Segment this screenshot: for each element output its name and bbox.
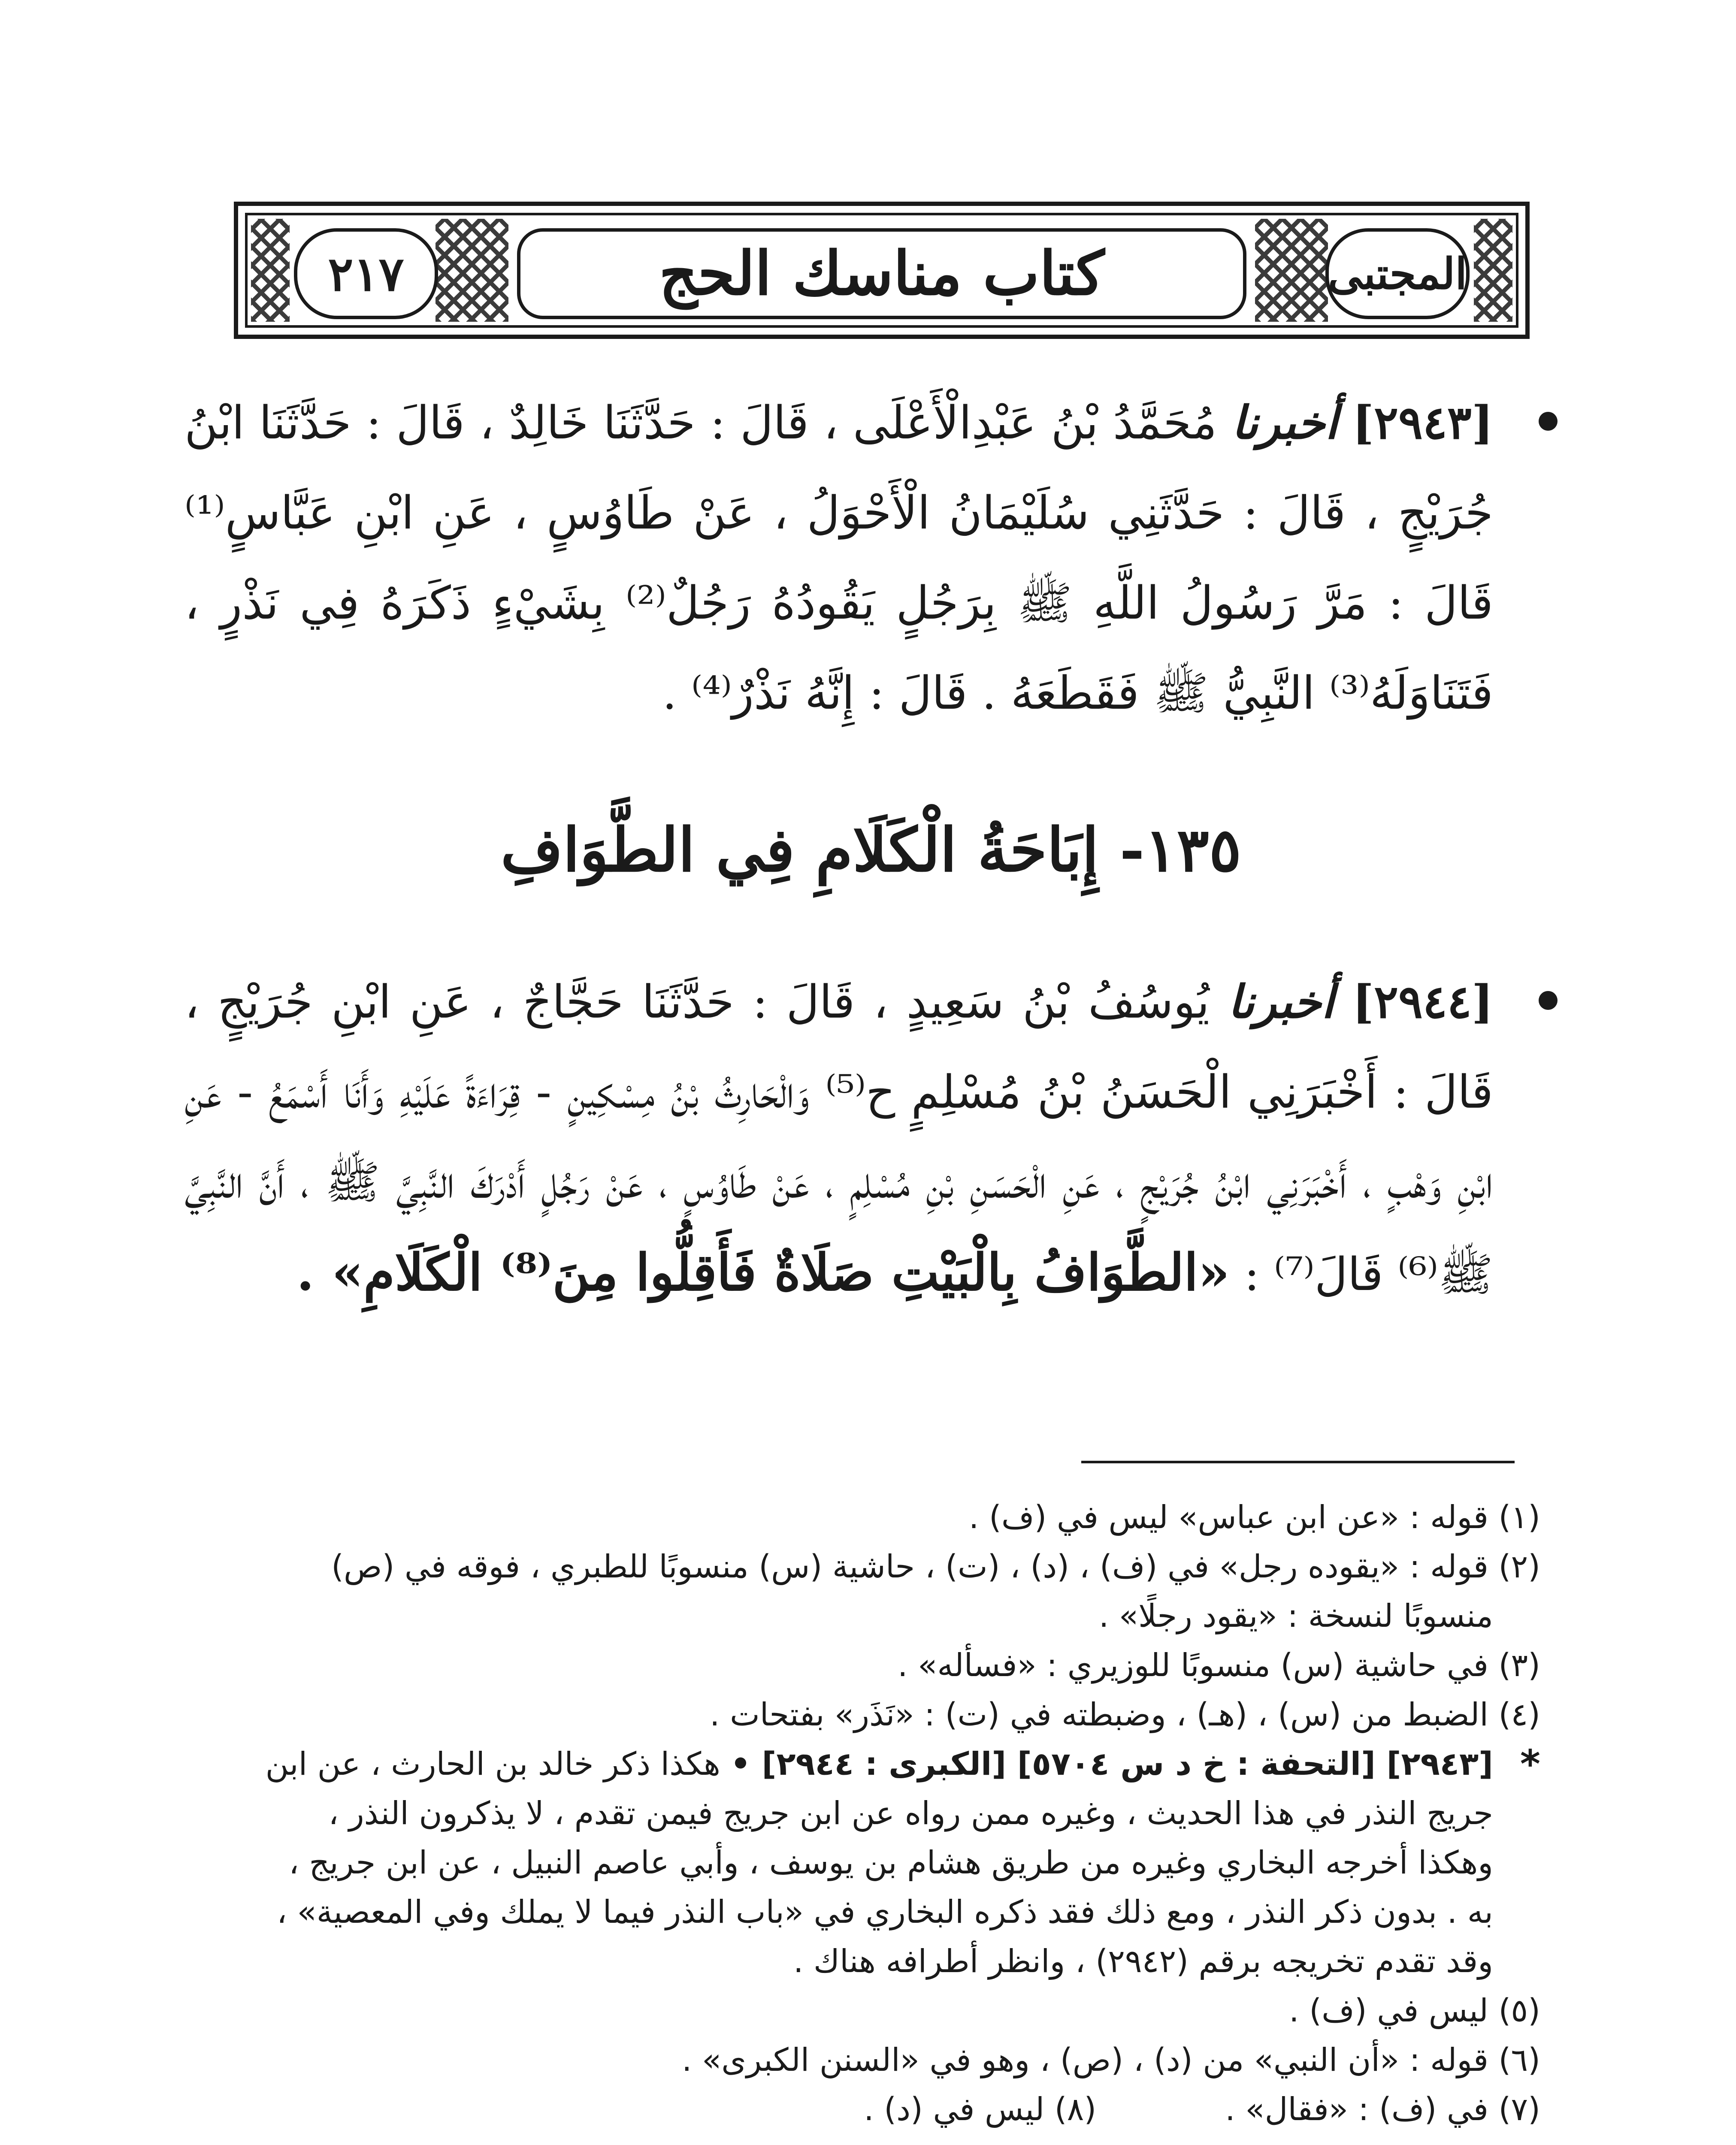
footnote-5: (٥) ليس في (ف) . — [1289, 1992, 1540, 2029]
ornament-right-inner — [1255, 219, 1328, 322]
takhrij-note — [253, 1740, 1540, 1986]
hadith-quote: «الطَّوَافُ بِالْبَيْتِ صَلَاةٌ فَأَقِلُّوا مِنَ⁽⁸⁾ الْكَلَامِ» . — [296, 1242, 1230, 1302]
footnote-2: (٢) قوله : «يقوده رجل» في (ف) ، (د) ، (ت) ، حاشية (س) منسوبًا للطبري ، فوقه في (ص) — [331, 1548, 1540, 1585]
footnote-divider — [1081, 1461, 1515, 1463]
footnote-6: (٦) قوله : «أن النبي» من (د) ، (ص) ، وهو في «السنن الكبرى» . — [681, 2042, 1540, 2079]
footnotes — [253, 1493, 1540, 2134]
footnote-2-continued: منسوبًا لنسخة : «يقود رجلًا» . — [1098, 1598, 1493, 1634]
hadith-text: مُحَمَّدُ بْنُ عَبْدِالْأَعْلَى ، قَالَ : حَدَّثَنَا خَالِدٌ ، قَالَ : حَدَّثَنَا ابْنُ جُرَيْجٍ ، قَالَ : حَدَّثَنِي سُلَيْمَانُ الْأَحْوَلُ ، عَنْ طَاوُسٍ ، عَنِ ابْنِ عَبَّاسٍ⁽¹⁾ قَالَ : مَرَّ رَسُولُ اللَّهِ ﷺ بِرَجُلٍ يَقُودُهُ رَجُلٌ⁽²⁾ بِشَيْءٍ ذَكَرَهُ فِي نَذْرٍ ، فَتَنَاوَلَهُ⁽³⁾ النَّبِيُّ ﷺ فَقَطَعَهُ . قَالَ : إِنَّهُ نَذْرٌ⁽⁴⁾ . — [184, 396, 1494, 719]
footnote-3: (٣) في حاشية (س) منسوبًا للوزيري : «فسأله» . — [898, 1647, 1540, 1684]
hadith-2944-paragraph — [184, 957, 1558, 1320]
takhrij-reference: [٢٩٤٣] [التحفة : خ د س ٥٧٠٤] [الكبرى : ٢٩٤٤] • — [730, 1746, 1493, 1782]
chapter-title-cartouche — [517, 228, 1246, 319]
book-name-cartouche — [1325, 228, 1470, 319]
page-number-cartouche — [294, 228, 438, 319]
akhbarana-word: أخبرنا — [1231, 396, 1338, 449]
footnote-7: (٧) في (ف) : «فقال» . — [1225, 2091, 1540, 2128]
hadith-text: يُوسُفُ بْنُ سَعِيدٍ ، قَالَ : حَدَّثَنَا حَجَّاجٌ ، عَنِ ابْنِ جُرَيْجٍ ، قَالَ : أَخْبَرَنِي الْحَسَنُ بْنُ مُسْلِمٍ ح⁽⁵⁾ وَالْحَارِثُ بْنُ مِسْكِينٍ - قِرَاءَةً عَلَيْهِ وَأَنَا أَسْمَعُ - عَنِ ابْنِ وَهْبٍ ، أَخْبَرَنِي ابْنُ جُرَيْجٍ ، عَنِ الْحَسَنِ بْنِ مُسْلِمٍ ، عَنْ طَاوُسٍ ، عَنْ رَجُلٍ أَدْرَكَ النَّبِيَّ ﷺ ، أَنَّ النَّبِيَّ ﷺ⁽⁶⁾ قَالَ⁽⁷⁾ : — [184, 976, 1493, 1301]
hadith-number: [٢٩٤٣] — [1352, 396, 1494, 449]
bullet-icon — [1539, 991, 1558, 1010]
page-number: ٢١٧ — [328, 246, 404, 302]
akhbarana-word: أخبرنا — [1228, 975, 1334, 1028]
footnote-8: (٨) ليس في (د) . — [864, 2091, 1097, 2128]
footnote-4: (٤) الضبط من (س) ، (هـ) ، وضبطته في (ت) : «نَذَر» بفتحات . — [710, 1696, 1540, 1733]
hadith-2944 — [184, 957, 1558, 1320]
footnote-row-7-8 — [253, 2085, 1540, 2134]
hadith-2943 — [184, 378, 1558, 738]
hadith-2943-paragraph — [184, 378, 1558, 738]
hadith-number: [٢٩٤٤] — [1352, 975, 1493, 1028]
ornament-right-outer — [1474, 219, 1512, 322]
footnote-1: (١) قوله : «عن ابن عباس» ليس في (ف) . — [968, 1499, 1540, 1536]
ornament-left-outer — [251, 219, 290, 322]
star-icon: * — [1520, 1742, 1540, 1787]
ornament-left-inner — [436, 219, 508, 322]
chapter-title: كتاب مناسك الحج — [659, 239, 1105, 309]
bullet-icon — [1539, 412, 1558, 431]
section-heading: ١٣٥- إِبَاحَةُ الْكَلَامِ فِي الطَّوَافِ — [500, 815, 1242, 885]
takhrij-text: هكذا ذكر خالد بن الحارث ، عن ابن جريج النذر في هذا الحديث ، وغيره ممن رواه عن ابن جريج فيمن تقدم ، لا يذكرون النذر ، وهكذا أخرجه البخاري وغيره من طريق هشام بن يوسف ، وأبي عاصم النبيل ، عن ابن جريج ، به . بدون ذكر النذر ، ومع ذلك فقد ذكره البخاري في «باب النذر فيما لا يملك وفي المعصية» ، وقد تقدم تخريجه برقم (٢٩٤٢) ، وانظر أطرافه هناك . — [265, 1746, 1493, 1980]
page-header — [234, 202, 1530, 339]
book-name: المجتبى — [1328, 248, 1467, 299]
